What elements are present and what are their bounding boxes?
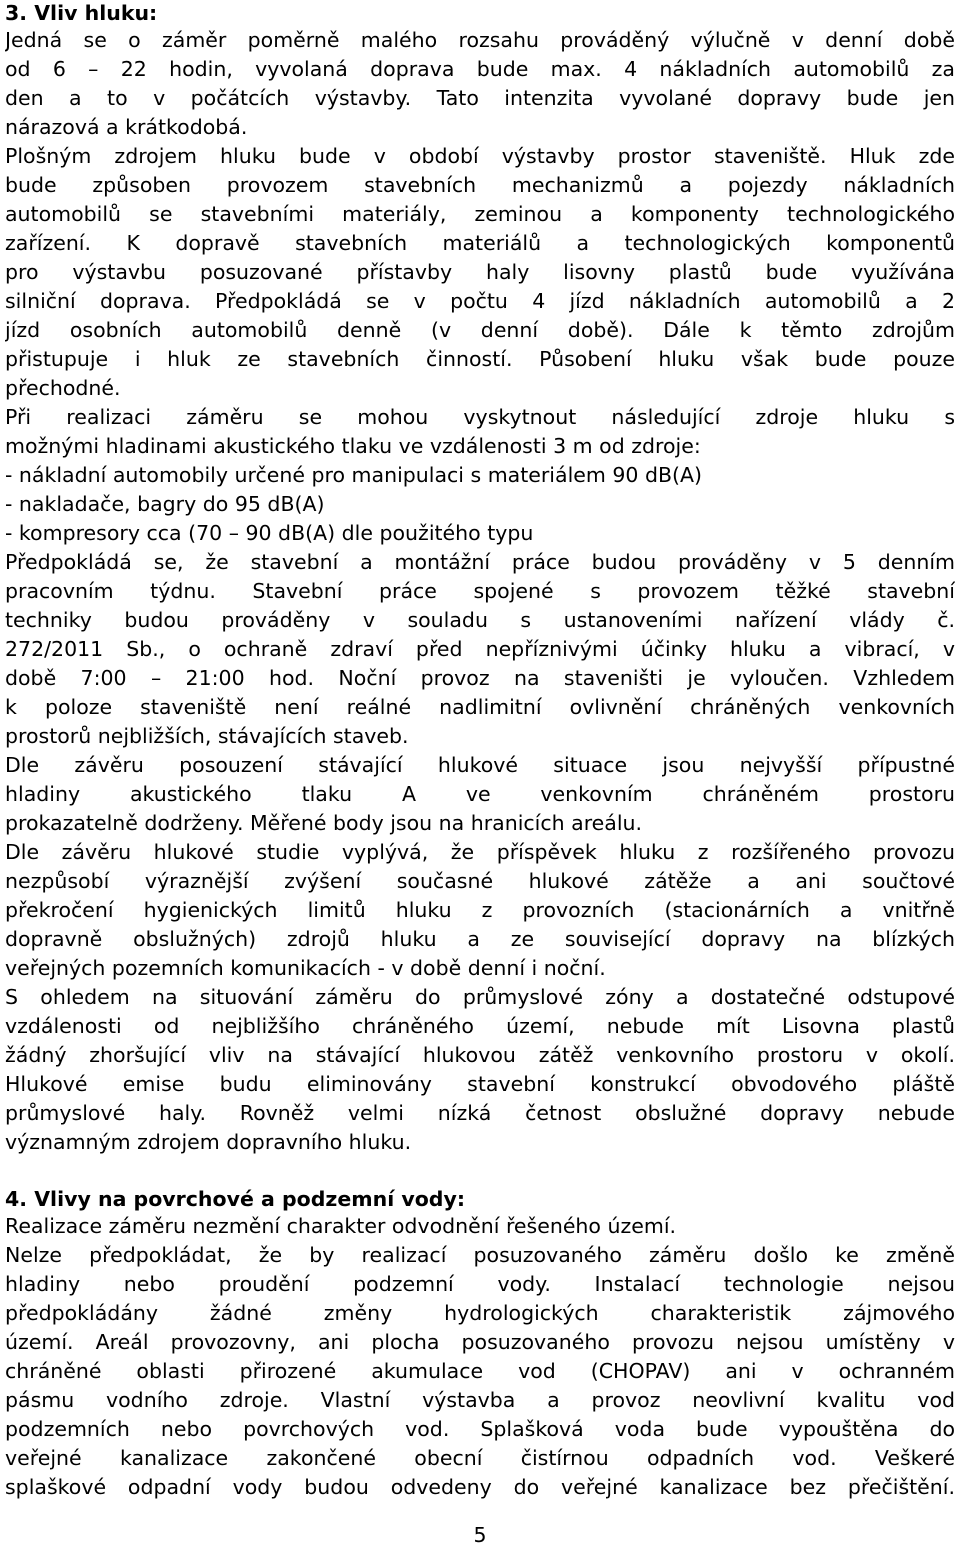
text-line: době 7:00 – 21:00 hod. Noční provoz na staveništi je vyloučen. Vzhledem (5, 666, 955, 690)
page-number: 5 (473, 1523, 487, 1547)
text-line: veřejných pozemních komunikacích - v době denní i noční. (5, 956, 606, 980)
text-line: silniční doprava. Předpokládá se v počtu 4 jízd nákladních automobilů a 2 (5, 289, 955, 313)
text-line: prokazatelně dodrženy. Měřené body jsou na hranicích areálu. (5, 811, 643, 835)
text-line: veřejné kanalizace zakončené obecní čistírnou odpadních vod. Veškeré (5, 1446, 955, 1470)
text-line: nárazová a krátkodobá. (5, 115, 248, 139)
text-line: splaškové odpadní vody budou odvedeny do veřejné kanalizace bez přečištění. (5, 1475, 955, 1499)
section-vlivy-na-vody (5, 1186, 955, 1502)
text-line: Dle závěru hlukové studie vyplývá, že příspěvek hluku z rozšířeného provozu (5, 840, 955, 864)
section-body (5, 1212, 955, 1502)
text-line: automobilů se stavebními materiály, zeminou a komponenty technologického (5, 202, 955, 226)
text-line: hladiny nebo proudění podzemní vody. Instalací technologie nejsou (5, 1272, 955, 1296)
text-line: Jedná se o záměr poměrně malého rozsahu prováděný výlučně v denní době (5, 28, 955, 52)
text-line: - kompresory cca (70 – 90 dB(A) dle použitého typu (5, 521, 534, 545)
text-line: pracovním týdnu. Stavební práce spojené s provozem těžké stavební (5, 579, 955, 603)
text-line: území. Areál provozovny, ani plocha posuzovaného provozu nejsou umístěny v (5, 1330, 955, 1354)
text-line: Předpokládá se, že stavební a montážní práce budou prováděny v 5 denním (5, 550, 955, 574)
text-line: přechodné. (5, 376, 121, 400)
section-heading: 3. Vliv hluku: (5, 1, 158, 25)
text-line: zařízení. K dopravě stavebních materiálů a technologických komponentů (5, 231, 955, 255)
text-line: chráněné oblasti přirozené akumulace vod (CHOPAV) ani v ochranném (5, 1359, 955, 1383)
text-line: - nakladače, bagry do 95 dB(A) (5, 492, 325, 516)
text-line: Plošným zdrojem hluku bude v období výstavby prostor staveniště. Hluk zde (5, 144, 955, 168)
text-line: nezpůsobí výraznější zvýšení současné hlukové zátěže a ani součtové (5, 869, 955, 893)
text-line: den a to v počátcích výstavby. Tato intenzita vyvolané dopravy bude jen (5, 86, 955, 110)
text-line: možnými hladinami akustického tlaku ve vzdálenosti 3 m od zdroje: (5, 434, 701, 458)
text-line: významným zdrojem dopravního hluku. (5, 1130, 412, 1154)
section-vliv-hluku (5, 0, 955, 1157)
text-line: k poloze staveniště není reálné nadlimitní ovlivnění chráněných venkovních (5, 695, 955, 719)
section-heading: 4. Vlivy na povrchové a podzemní vody: (5, 1187, 466, 1211)
text-line: od 6 – 22 hodin, vyvolaná doprava bude max. 4 nákladních automobilů za (5, 57, 955, 81)
text-line: vzdálenosti od nejbližšího chráněného území, nebude mít Lisovna plastů (5, 1014, 955, 1038)
text-line: 272/2011 Sb., o ochraně zdraví před nepříznivými účinky hluku a vibrací, v (5, 637, 955, 661)
text-line: - nákladní automobily určené pro manipulaci s materiálem 90 dB(A) (5, 463, 703, 487)
text-line: Nelze předpokládat, že by realizací posuzovaného záměru došlo ke změně (5, 1243, 955, 1267)
text-line: jízd osobních automobilů denně (v denní době). Dále k těmto zdrojům (5, 318, 955, 342)
text-line: S ohledem na situování záměru do průmyslové zóny a dostatečné odstupové (5, 985, 955, 1009)
section-gap (5, 1157, 955, 1186)
text-line: podzemních nebo povrchových vod. Splašková voda bude vypouštěna do (5, 1417, 955, 1441)
text-line: hladiny akustického tlaku A ve venkovním chráněném prostoru (5, 782, 955, 806)
text-line: prostorů nejbližších, stávajících staveb. (5, 724, 409, 748)
text-line: bude způsoben provozem stavebních mechanizmů a pojezdy nákladních (5, 173, 955, 197)
text-line: překročení hygienických limitů hluku z provozních (stacionárních a vnitřně (5, 898, 955, 922)
section-body (5, 26, 955, 1157)
text-line: Hlukové emise budu eliminovány stavební konstrukcí obvodového pláště (5, 1072, 955, 1096)
text-line: pásmu vodního zdroje. Vlastní výstavba a provoz neovlivní kvalitu vod (5, 1388, 955, 1412)
text-line: dopravně obslužných) zdrojů hluku a ze související dopravy na blízkých (5, 927, 955, 951)
text-line: techniky budou prováděny v souladu s ustanoveními nařízení vlády č. (5, 608, 955, 632)
text-line: Realizace záměru nezmění charakter odvodnění řešeného území. (5, 1214, 677, 1238)
text-line: průmyslové haly. Rovněž velmi nízká četnost obslužné dopravy nebude (5, 1101, 955, 1125)
text-line: předpokládány žádné změny hydrologických charakteristik zájmového (5, 1301, 955, 1325)
text-line: Dle závěru posouzení stávající hlukové situace jsou nejvyšší přípustné (5, 753, 955, 777)
text-line: přistupuje i hluk ze stavebních činností. Působení hluku však bude pouze (5, 347, 955, 371)
text-line: pro výstavbu posuzované přístavby haly lisovny plastů bude využívána (5, 260, 955, 284)
text-line: Při realizaci záměru se mohou vyskytnout následující zdroje hluku s (5, 405, 955, 429)
text-line: žádný zhoršující vliv na stávající hlukovou zátěž venkovního prostoru v okolí. (5, 1043, 955, 1067)
document-page (5, 0, 955, 1502)
